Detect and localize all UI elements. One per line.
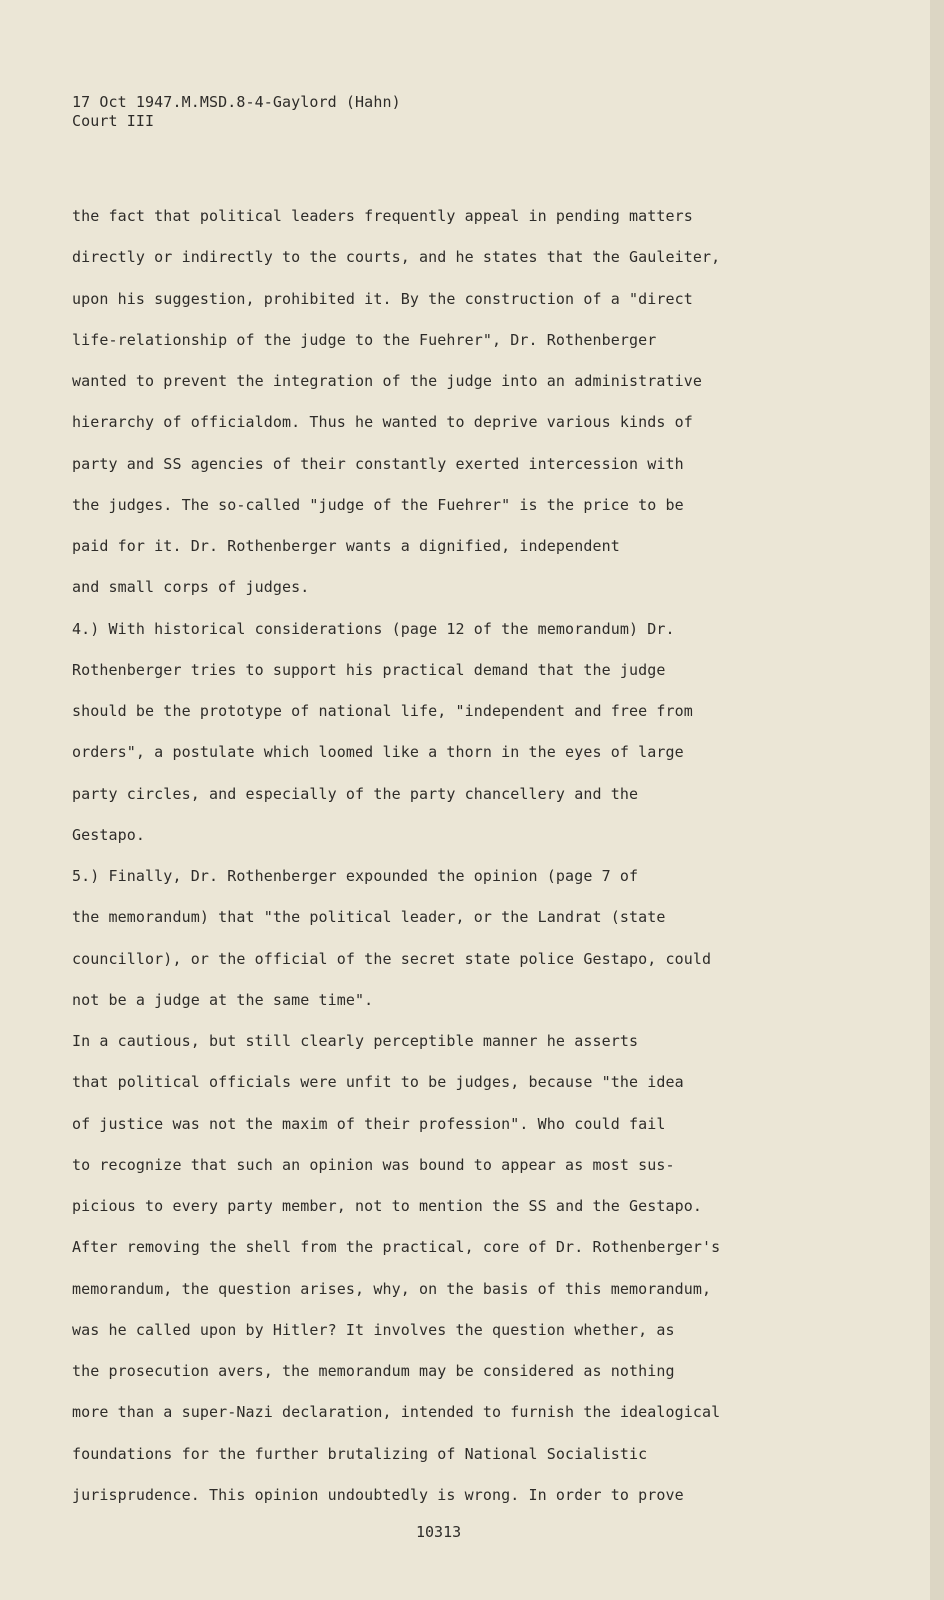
body-line: wanted to prevent the integration of the judge into an administrative xyxy=(72,372,703,390)
body-line: the memorandum) that "the political leader, or the Landrat (state xyxy=(72,908,666,927)
body-line: more than a super-Nazi declaration, intended to furnish the idealogical xyxy=(72,1403,721,1422)
document-header xyxy=(72,93,401,131)
body-line: 5.) Finally, Dr. Rothenberger expounded the opinion (page 7 of xyxy=(72,867,639,885)
body-line: foundations for the further brutalizing of National Socialistic xyxy=(72,1444,648,1463)
body-line: councillor), or the official of the secret state police Gestapo, could xyxy=(72,949,712,968)
body-line: not be a judge at the same time". xyxy=(72,990,374,1009)
body-line: directly or indirectly to the courts, and he states that the Gauleiter, xyxy=(72,248,721,267)
header-line-date-reference: 17 Oct 1947.M.MSD.8-4-Gaylord (Hahn) xyxy=(72,93,401,111)
body-line: picious to every party member, not to mention the SS and the Gestapo. xyxy=(72,1197,703,1215)
body-line: hierarchy of officialdom. Thus he wanted to deprive various kinds of xyxy=(72,413,693,432)
body-line: and small corps of judges. xyxy=(72,578,310,597)
page-number: 10313 xyxy=(416,1523,462,1541)
body-line: After removing the shell from the practical, core of Dr. Rothenberger's xyxy=(72,1238,721,1257)
body-line: orders", a postulate which loomed like a thorn in the eyes of large xyxy=(72,743,684,762)
page-edge xyxy=(930,0,944,1600)
body-line: upon his suggestion, prohibited it. By the construction of a "direct xyxy=(72,289,693,308)
body-line: the judges. The so-called "judge of the Fuehrer" is the price to be xyxy=(72,495,684,514)
body-line: jurisprudence. This opinion undoubtedly is wrong. In order to prove xyxy=(72,1485,684,1504)
body-line: should be the prototype of national life, "independent and free from xyxy=(72,702,693,720)
body-line: memorandum, the question arises, why, on the basis of this memorandum, xyxy=(72,1279,712,1298)
body-line: Gestapo. xyxy=(72,825,146,844)
body-line: party circles, and especially of the party chancellery and the xyxy=(72,784,639,803)
body-line: the fact that political leaders frequently appeal in pending matters xyxy=(72,207,693,225)
body-line: In a cautious, but still clearly perceptible manner he asserts xyxy=(72,1032,639,1050)
body-line: Rothenberger tries to support his practical demand that the judge xyxy=(72,660,666,679)
body-line: 4.) With historical considerations (page 12 of the memorandum) Dr. xyxy=(72,619,675,638)
body-line: that political officials were unfit to be judges, because "the idea xyxy=(72,1073,684,1092)
body-line: of justice was not the maxim of their profession". Who could fail xyxy=(72,1114,666,1133)
body-line: was he called upon by Hitler? It involves the question whether, as xyxy=(72,1320,675,1339)
body-line: to recognize that such an opinion was bound to appear as most sus- xyxy=(72,1155,675,1174)
body-line: paid for it. Dr. Rothenberger wants a dignified, independent xyxy=(72,537,620,555)
body-line: party and SS agencies of their constantly exerted intercession with xyxy=(72,454,684,473)
header-line-court: Court III xyxy=(72,112,155,130)
body-line: the prosecution avers, the memorandum may be considered as nothing xyxy=(72,1362,675,1380)
body-line: life-relationship of the judge to the Fuehrer", Dr. Rothenberger xyxy=(72,330,657,349)
document-body xyxy=(72,196,720,1516)
